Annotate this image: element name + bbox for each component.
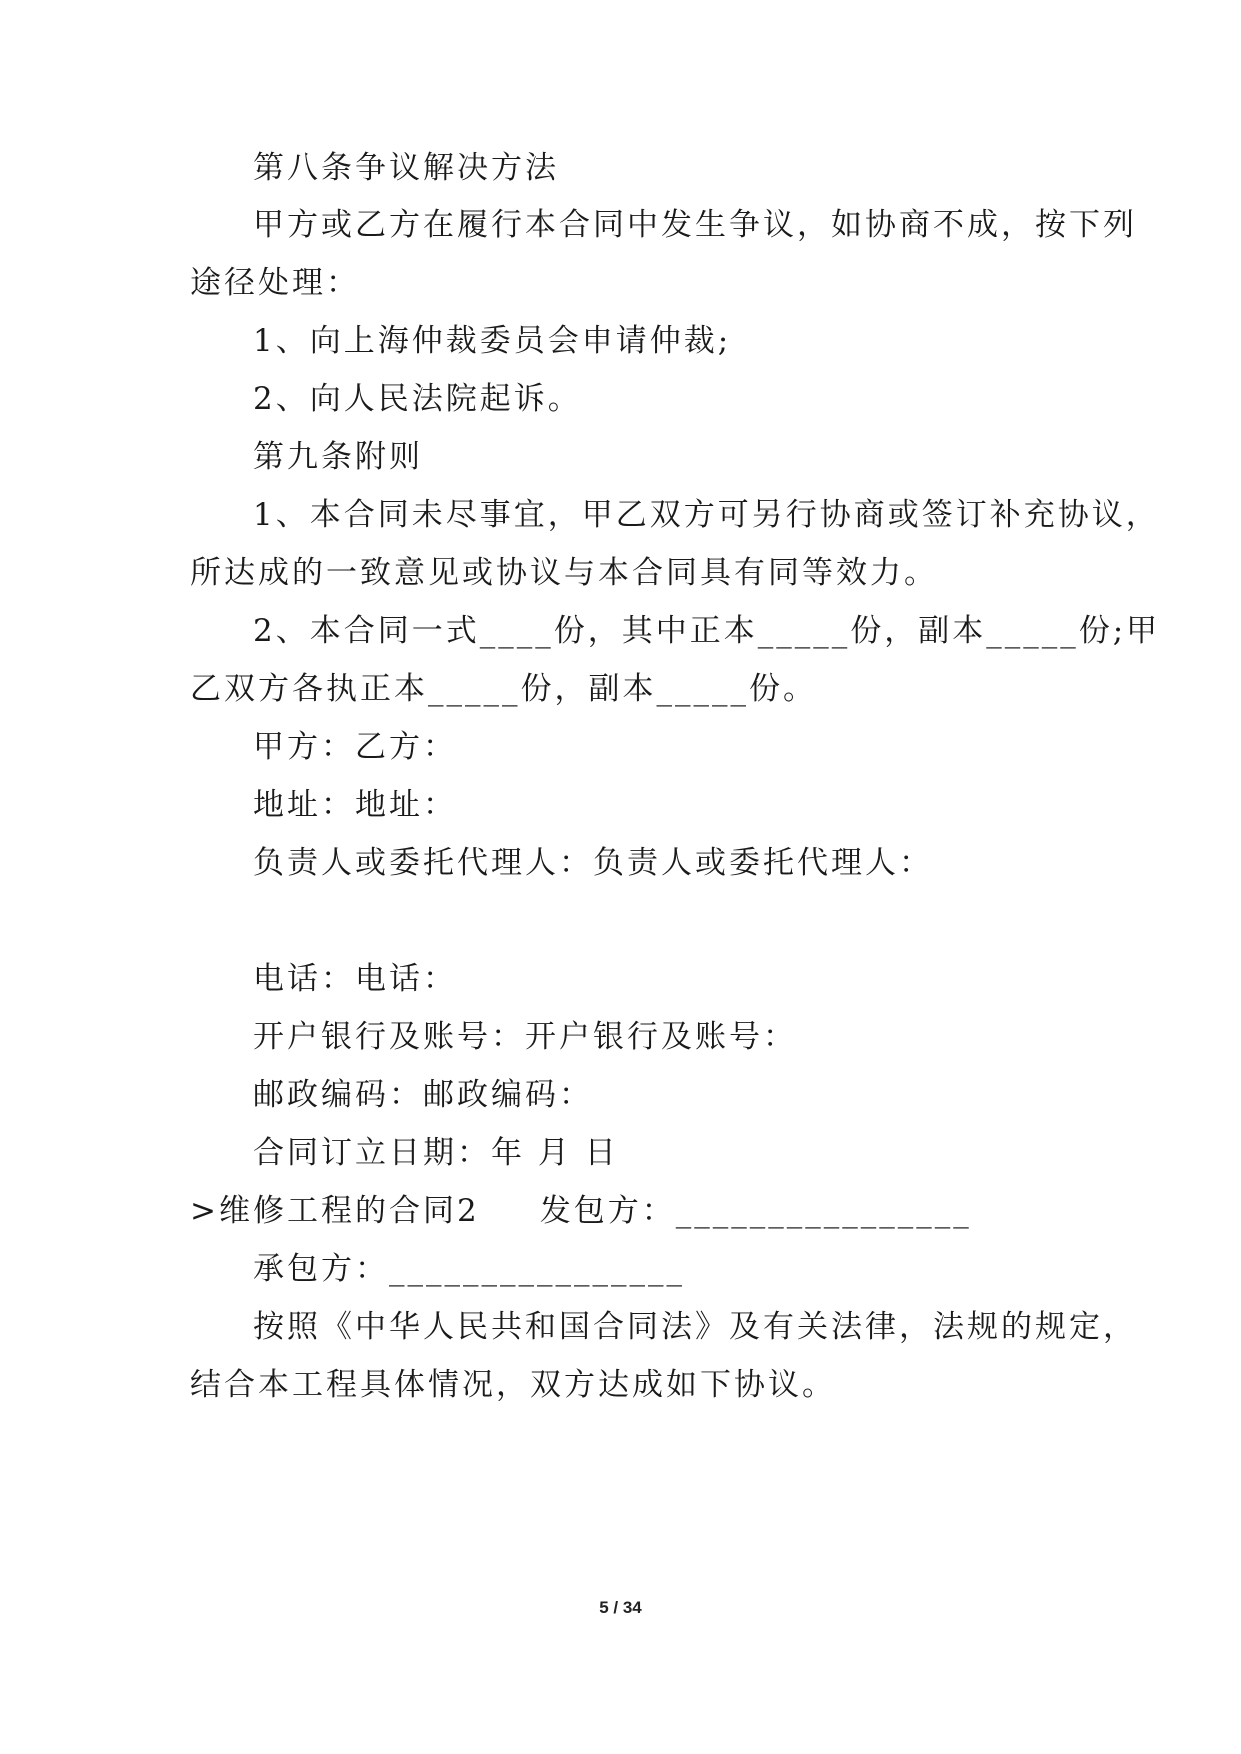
employer-field: 发包方：________________ <box>539 1193 972 1229</box>
signature-field-representative: 负责人或委托代理人：负责人或委托代理人： <box>253 845 933 881</box>
section-heading-appendix: 第九条附则 <box>253 439 423 475</box>
contract-title: >维修工程的合同2 <box>190 1193 480 1229</box>
paragraph-line: 途径处理： <box>190 265 360 301</box>
paragraph-line: 乙双方各执正本_____份，副本_____份。 <box>190 671 817 707</box>
section-heading-dispute-resolution: 第八条争议解决方法 <box>253 150 559 186</box>
list-item: 1、本合同未尽事宜，甲乙双方可另行协商或签订补充协议， <box>253 497 1160 533</box>
signature-field-phone: 电话：电话： <box>253 961 457 997</box>
list-item: 2、向人民法院起诉。 <box>253 381 582 417</box>
paragraph-line: 所达成的一致意见或协议与本合同具有同等效力。 <box>190 555 938 591</box>
paragraph-line: 结合本工程具体情况，双方达成如下协议。 <box>190 1367 836 1403</box>
list-item: 1、向上海仲裁委员会申请仲裁; <box>253 323 732 359</box>
paragraph-line: 甲方或乙方在履行本合同中发生争议，如协商不成，按下列 <box>253 207 1137 243</box>
signature-field-bank-account: 开户银行及账号：开户银行及账号： <box>253 1019 797 1055</box>
list-item: 2、本合同一式____份，其中正本_____份，副本_____份;甲 <box>253 613 1161 649</box>
contract-title-line <box>190 1191 1070 1231</box>
signature-field-party: 甲方：乙方： <box>253 729 457 765</box>
signature-field-address: 地址：地址： <box>253 787 457 823</box>
signature-field-postal-code: 邮政编码：邮政编码： <box>253 1077 593 1113</box>
page-number: 5 / 34 <box>599 1598 642 1617</box>
signature-field-date: 合同订立日期：年 月 日 <box>253 1135 619 1171</box>
contractor-field: 承包方：________________ <box>253 1251 685 1287</box>
paragraph-line: 按照《中华人民共和国合同法》及有关法律，法规的规定， <box>253 1309 1137 1345</box>
